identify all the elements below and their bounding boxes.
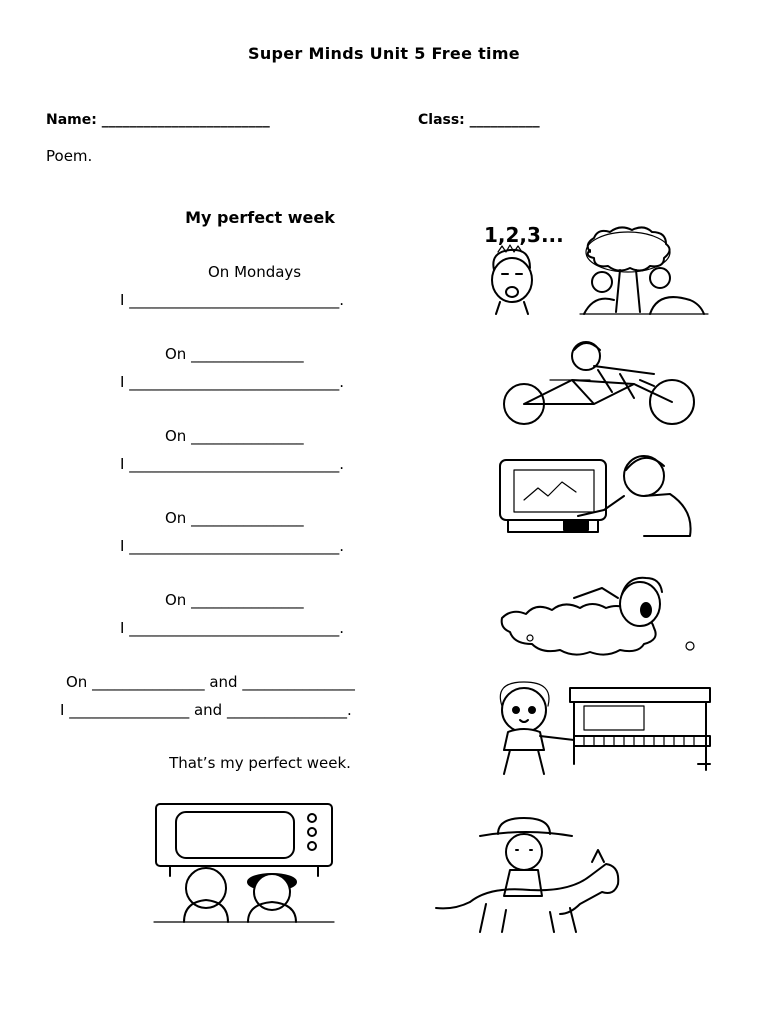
worksheet-title: Super Minds Unit 5 Free time bbox=[248, 44, 520, 63]
name-field[interactable]: Name: ________________________ bbox=[46, 112, 270, 128]
stanza-2-day[interactable]: On _______________ bbox=[165, 345, 304, 363]
stanza-2-line[interactable]: I ____________________________. bbox=[120, 373, 344, 391]
piano-illustration bbox=[484, 680, 714, 780]
stanza-1-day: On Mondays bbox=[208, 263, 302, 281]
stanza-3-line[interactable]: I ____________________________. bbox=[120, 455, 344, 473]
closing-line: That’s my perfect week. bbox=[169, 754, 351, 772]
final-stanza-day[interactable]: On _______________ and _______________ bbox=[66, 673, 355, 691]
stanza-4-line[interactable]: I ____________________________. bbox=[120, 537, 344, 555]
stanza-1-line[interactable]: I ____________________________. bbox=[120, 291, 344, 309]
bike-riding-illustration bbox=[494, 340, 704, 425]
poem-title: My perfect week bbox=[185, 208, 335, 227]
stanza-5-day[interactable]: On _______________ bbox=[165, 591, 304, 609]
horse-riding-illustration bbox=[430, 812, 635, 937]
stanza-5-line[interactable]: I ____________________________. bbox=[120, 619, 344, 637]
watching-tv-illustration bbox=[150, 802, 340, 927]
video-game-illustration bbox=[494, 450, 704, 545]
stanza-4-day[interactable]: On _______________ bbox=[165, 509, 304, 527]
poem-label: Poem. bbox=[46, 147, 93, 165]
final-stanza-line[interactable]: I ________________ and ________________. bbox=[60, 701, 352, 719]
counting-text: 1,2,3... bbox=[484, 223, 564, 247]
stanza-3-day[interactable]: On _______________ bbox=[165, 427, 304, 445]
class-field[interactable]: Class: __________ bbox=[418, 112, 540, 128]
bubble-bath-illustration bbox=[494, 568, 704, 658]
hide-and-seek-illustration bbox=[480, 222, 710, 317]
